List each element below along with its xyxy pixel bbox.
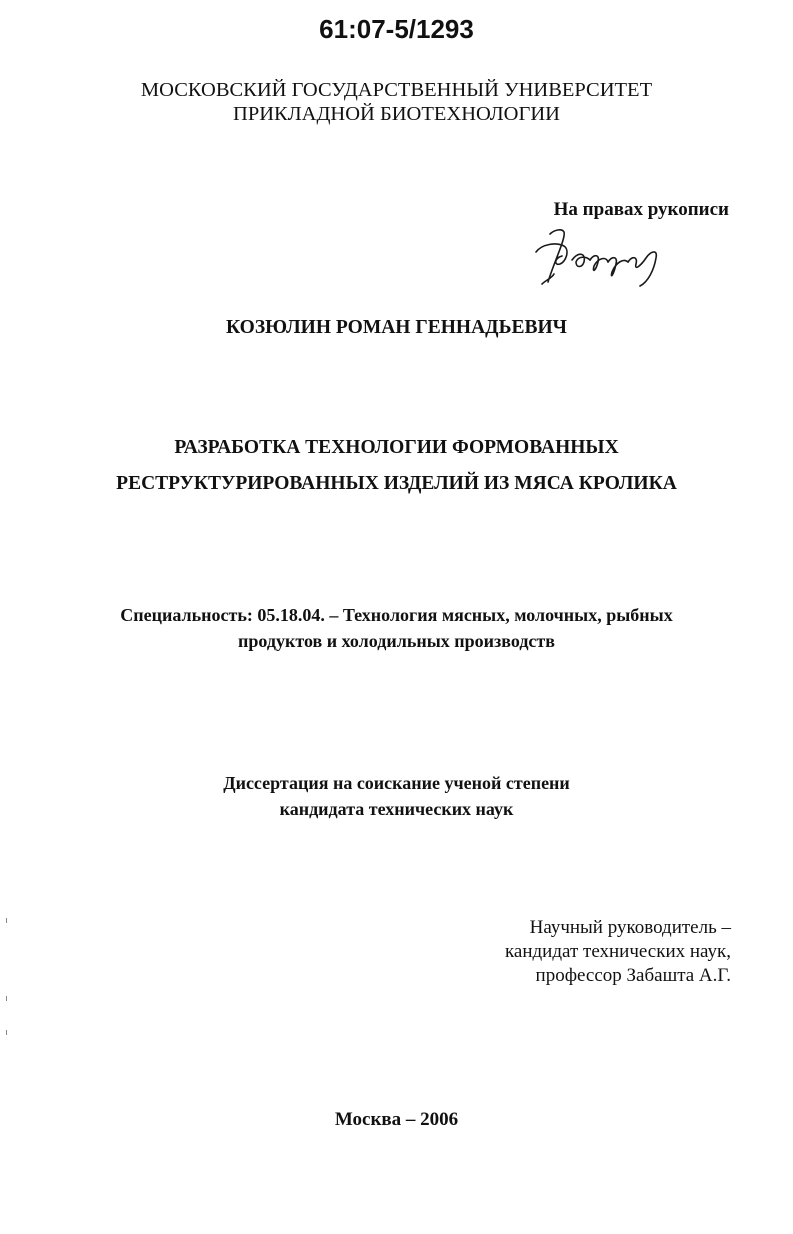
place-and-year: Москва – 2006 xyxy=(334,1109,459,1130)
degree-line-2: кандидата технических наук xyxy=(279,799,514,819)
institution-line-2: ПРИКЛАДНОЙ БИОТЕХНОЛОГИИ xyxy=(233,103,560,125)
advisor-line-3: профессор Забашта А.Г. xyxy=(535,965,731,986)
institution-line-1: МОСКОВСКИЙ ГОСУДАРСТВЕННЫЙ УНИВЕРСИТЕТ xyxy=(140,79,653,101)
dissertation-title-line-1: РАЗРАБОТКА ТЕХНОЛОГИИ ФОРМОВАННЫХ xyxy=(174,437,619,458)
advisor-line-1: Научный руководитель – xyxy=(529,917,731,938)
author-signature xyxy=(532,222,672,290)
scan-margin-mark xyxy=(6,1030,7,1035)
scan-margin-mark xyxy=(6,996,7,1001)
advisor-line-2: кандидат технических наук, xyxy=(504,941,731,962)
scan-margin-mark xyxy=(6,918,7,923)
catalog-number: 61:07-5/1293 xyxy=(319,14,474,44)
specialty-line-1: Специальность: 05.18.04. – Технология мясных, молочных, рыбных xyxy=(120,605,673,625)
degree-line-1: Диссертация на соискание ученой степени xyxy=(223,773,570,793)
specialty-line-2: продуктов и холодильных производств xyxy=(238,631,555,651)
author-name: КОЗЮЛИН РОМАН ГЕННАДЬЕВИЧ xyxy=(226,317,567,338)
manuscript-rights-note: На правах рукописи xyxy=(553,199,729,220)
dissertation-title-line-2: РЕСТРУКТУРИРОВАННЫХ ИЗДЕЛИЙ ИЗ МЯСА КРОЛИКА xyxy=(116,473,677,494)
